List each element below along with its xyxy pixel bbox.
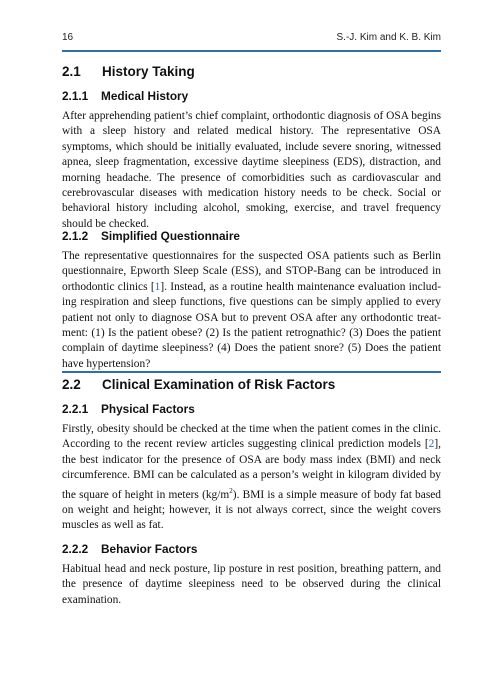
- running-header-authors: S.-J. Kim and K. B. Kim: [336, 32, 441, 43]
- section-title: Clinical Examination of Risk Factors: [102, 377, 336, 392]
- paragraph-behavior-factors: Habitual head and neck posture, lip posture in rest position, breathing pattern, and the presence of daytime sleepiness need to be observed during the clinical examination.: [62, 563, 441, 606]
- section-title: History Taking: [102, 64, 195, 79]
- paragraph-text: The representative questionnaires for the suspected OSA patients such as Berlin questionnaire, Epworth Sleep Scale (ESS), and STOP-Bang can be introduced in orthodontic clinics [: [62, 250, 441, 293]
- section-number: 2.2: [62, 377, 81, 392]
- subsection-title: Physical Factors: [101, 402, 195, 416]
- subsection-heading-2-1-1: [62, 89, 188, 103]
- section-number: 2.1: [62, 64, 81, 79]
- section-heading-2-2: [62, 377, 335, 392]
- section-heading-2-1: [62, 64, 195, 79]
- subsection-number: 2.2.1: [62, 402, 89, 416]
- paragraph-text: ). BMI is a simple measure of body fat based on weight and height; however, it is not always correct, since the weight covers muscles as well as fat.: [62, 488, 441, 532]
- subsection-number: 2.1.2: [62, 229, 89, 243]
- subsection-number: 2.2.2: [62, 542, 89, 556]
- paragraph-text: ]. Instead, as a routine health maintenance evaluation including respiration and sleep functions, five questions can be simply applied to every patient not only to diagnose OSA but to prevent OSA after any orthodontic treatment: (1) Is the patient obese? (2) Is the patient retrognathic? (3) Does the patient complain of daytime sleepiness? (4) Does the patient snore? (5) Does the patient have hypertension?: [62, 280, 441, 370]
- subsection-number: 2.1.1: [62, 89, 89, 103]
- subsection-heading-2-2-1: [62, 402, 195, 416]
- subsection-title: Medical History: [101, 89, 189, 103]
- subsection-heading-2-2-2: [62, 542, 197, 556]
- document-page: [62, 0, 441, 700]
- page-number: 16: [62, 32, 74, 43]
- subsection-title: Simplified Questionnaire: [101, 229, 240, 243]
- superscript: 2: [229, 486, 233, 495]
- section-rule: [62, 371, 441, 373]
- citation-link[interactable]: 1: [154, 280, 161, 293]
- subsection-heading-2-1-2: [62, 229, 240, 243]
- running-header: [62, 31, 441, 47]
- header-rule: [62, 50, 441, 52]
- paragraph-simplified-questionnaire: [62, 249, 441, 372]
- subsection-title: Behavior Factors: [101, 542, 198, 556]
- paragraph-medical-history: After apprehending patient’s chief complaint, orthodontic diagnosis of OSA begins with a sleep history and related medical history. The representative OSA symptoms, which should be initially evaluated, include severe snoring, witnessed apnea, sleep fragmentation, excessive daytime sleepiness (EDS), distraction, and morning headache. The presence of comorbidities such as cardiovascular and cerebrovascular diseases with medication history needs to be check. Social or behavioral history including alcohol, smoking, exercise, and travel frequency should be checked.: [62, 110, 441, 230]
- paragraph-text: Firstly, obesity should be checked at the time when the patient comes in the clinic. According to the recent review articles suggesting clinical prediction models [: [62, 423, 441, 451]
- paragraph-text: ], the best indicator for the presence of OSA are body mass index (BMI) and neck circumference. BMI can be calculated as a person’s weight in kilogram divided by the square of height in meters (kg/m: [62, 438, 441, 501]
- citation-link[interactable]: 2: [428, 438, 435, 451]
- paragraph-physical-factors: [62, 422, 441, 534]
